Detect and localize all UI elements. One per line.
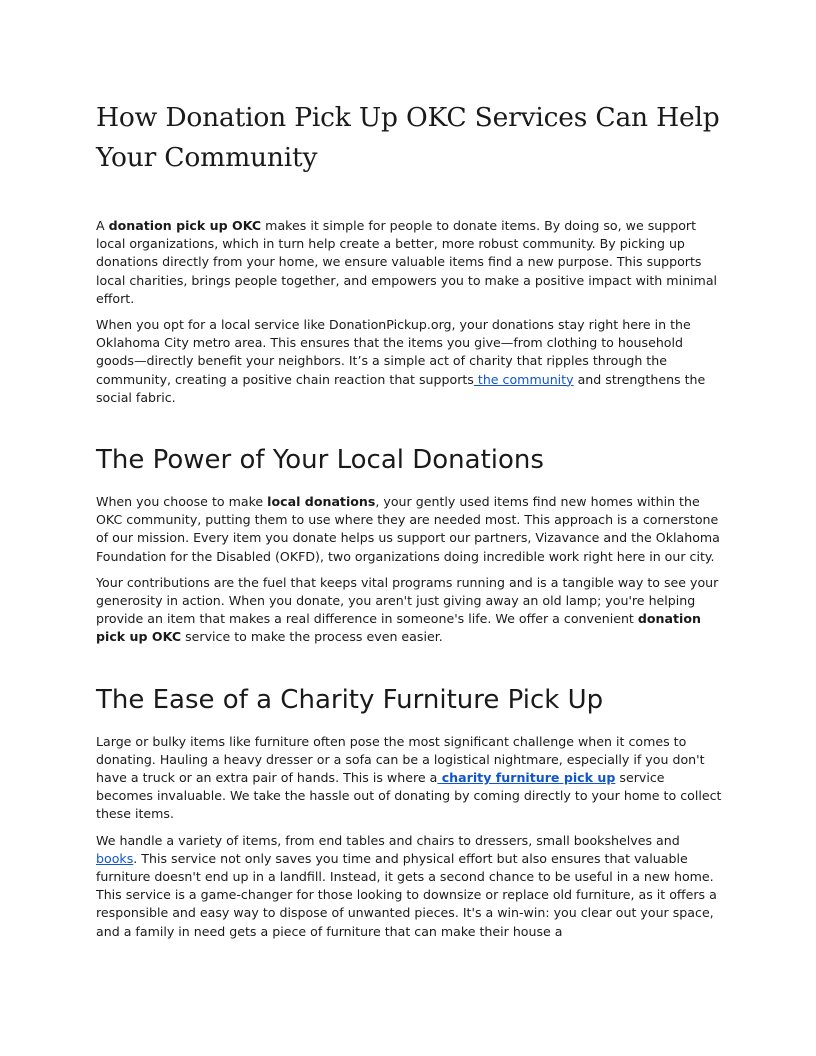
section2-paragraph-2: We handle a variety of items, from end tables and chairs to dressers, small bookshelves and books. This service not only saves you time and physical effort but also ensures that valuable furniture doesn't end up in a landfill. Instead, it gets a second chance to be useful in a new home. This service is a game-changer for those looking to downsize or replace old furniture, as it offers a responsible and easy way to dispose of unwanted pieces. It's a win-win: you clear out your space, and a family in need gets a piece of furniture that can make their house a — [96, 832, 717, 939]
page-title: How Donation Pick Up OKC Services Can Help Your Community — [96, 102, 720, 173]
intro-paragraph-1: A donation pick up OKC makes it simple for people to donate items. By doing so, we support local organizations, which in turn help create a better, more robust community. By picking up donations directly from your home, we ensure valuable items find a new purpose. This supports local charities, brings people together, and empowers you to make a positive impact with minimal effort. — [96, 218, 718, 306]
charity-furniture-pickup-link[interactable]: charity furniture pick up — [437, 770, 616, 786]
the-community-link[interactable]: the community — [473, 371, 574, 387]
section2-paragraph-1: Large or bulky items like furniture often pose the most significant challenge when it comes to donating. Hauling a heavy dresser or a sofa can be a logistical nightmare, especially if you don't have a truck or an extra pair of hands. This is where a charity furniture pick up service becomes invaluable. We take the hassle out of donating by coming directly to your home to collect these items. — [96, 733, 722, 822]
keyword-bold: donation pick up OKC — [96, 611, 701, 645]
keyword-bold: donation pick up OKC — [108, 218, 262, 233]
keyword-bold: local donations — [267, 494, 376, 510]
intro-paragraph-2: When you opt for a local service like DonationPickup.org, your donations stay right here in the Oklahoma City metro area. This ensures that the items you give—from clothing to household goods—directly benefit your neighbors. It’s a simple act of charity that ripples through the community, creating a positive chain reaction that supports the community and strengthens the social fabric. — [96, 317, 706, 405]
article — [96, 98, 722, 949]
section-heading-furniture-pickup: The Ease of a Charity Furniture Pick Up — [96, 684, 604, 715]
section1-paragraph-1: When you choose to make local donations, your gently used items find new homes within the OKC community, putting them to use where they are needed most. This approach is a cornerstone of our mission. Every item you donate helps us support our partners, Vizavance and the Oklahoma Foundation for the Disabled (OKFD), two organizations doing incredible work right here in our city. — [96, 494, 720, 564]
section-heading-local-donations: The Power of Your Local Donations — [96, 445, 544, 476]
books-link[interactable]: books — [96, 850, 134, 866]
section1-paragraph-2: Your contributions are the fuel that keeps vital programs running and is a tangible way to see your generosity in action. When you donate, you aren't just giving away an old lamp; you're helping provide an item that makes a real difference in someone's life. We offer a convenient donation pick up OKC service to make the process even easier. — [96, 574, 719, 645]
